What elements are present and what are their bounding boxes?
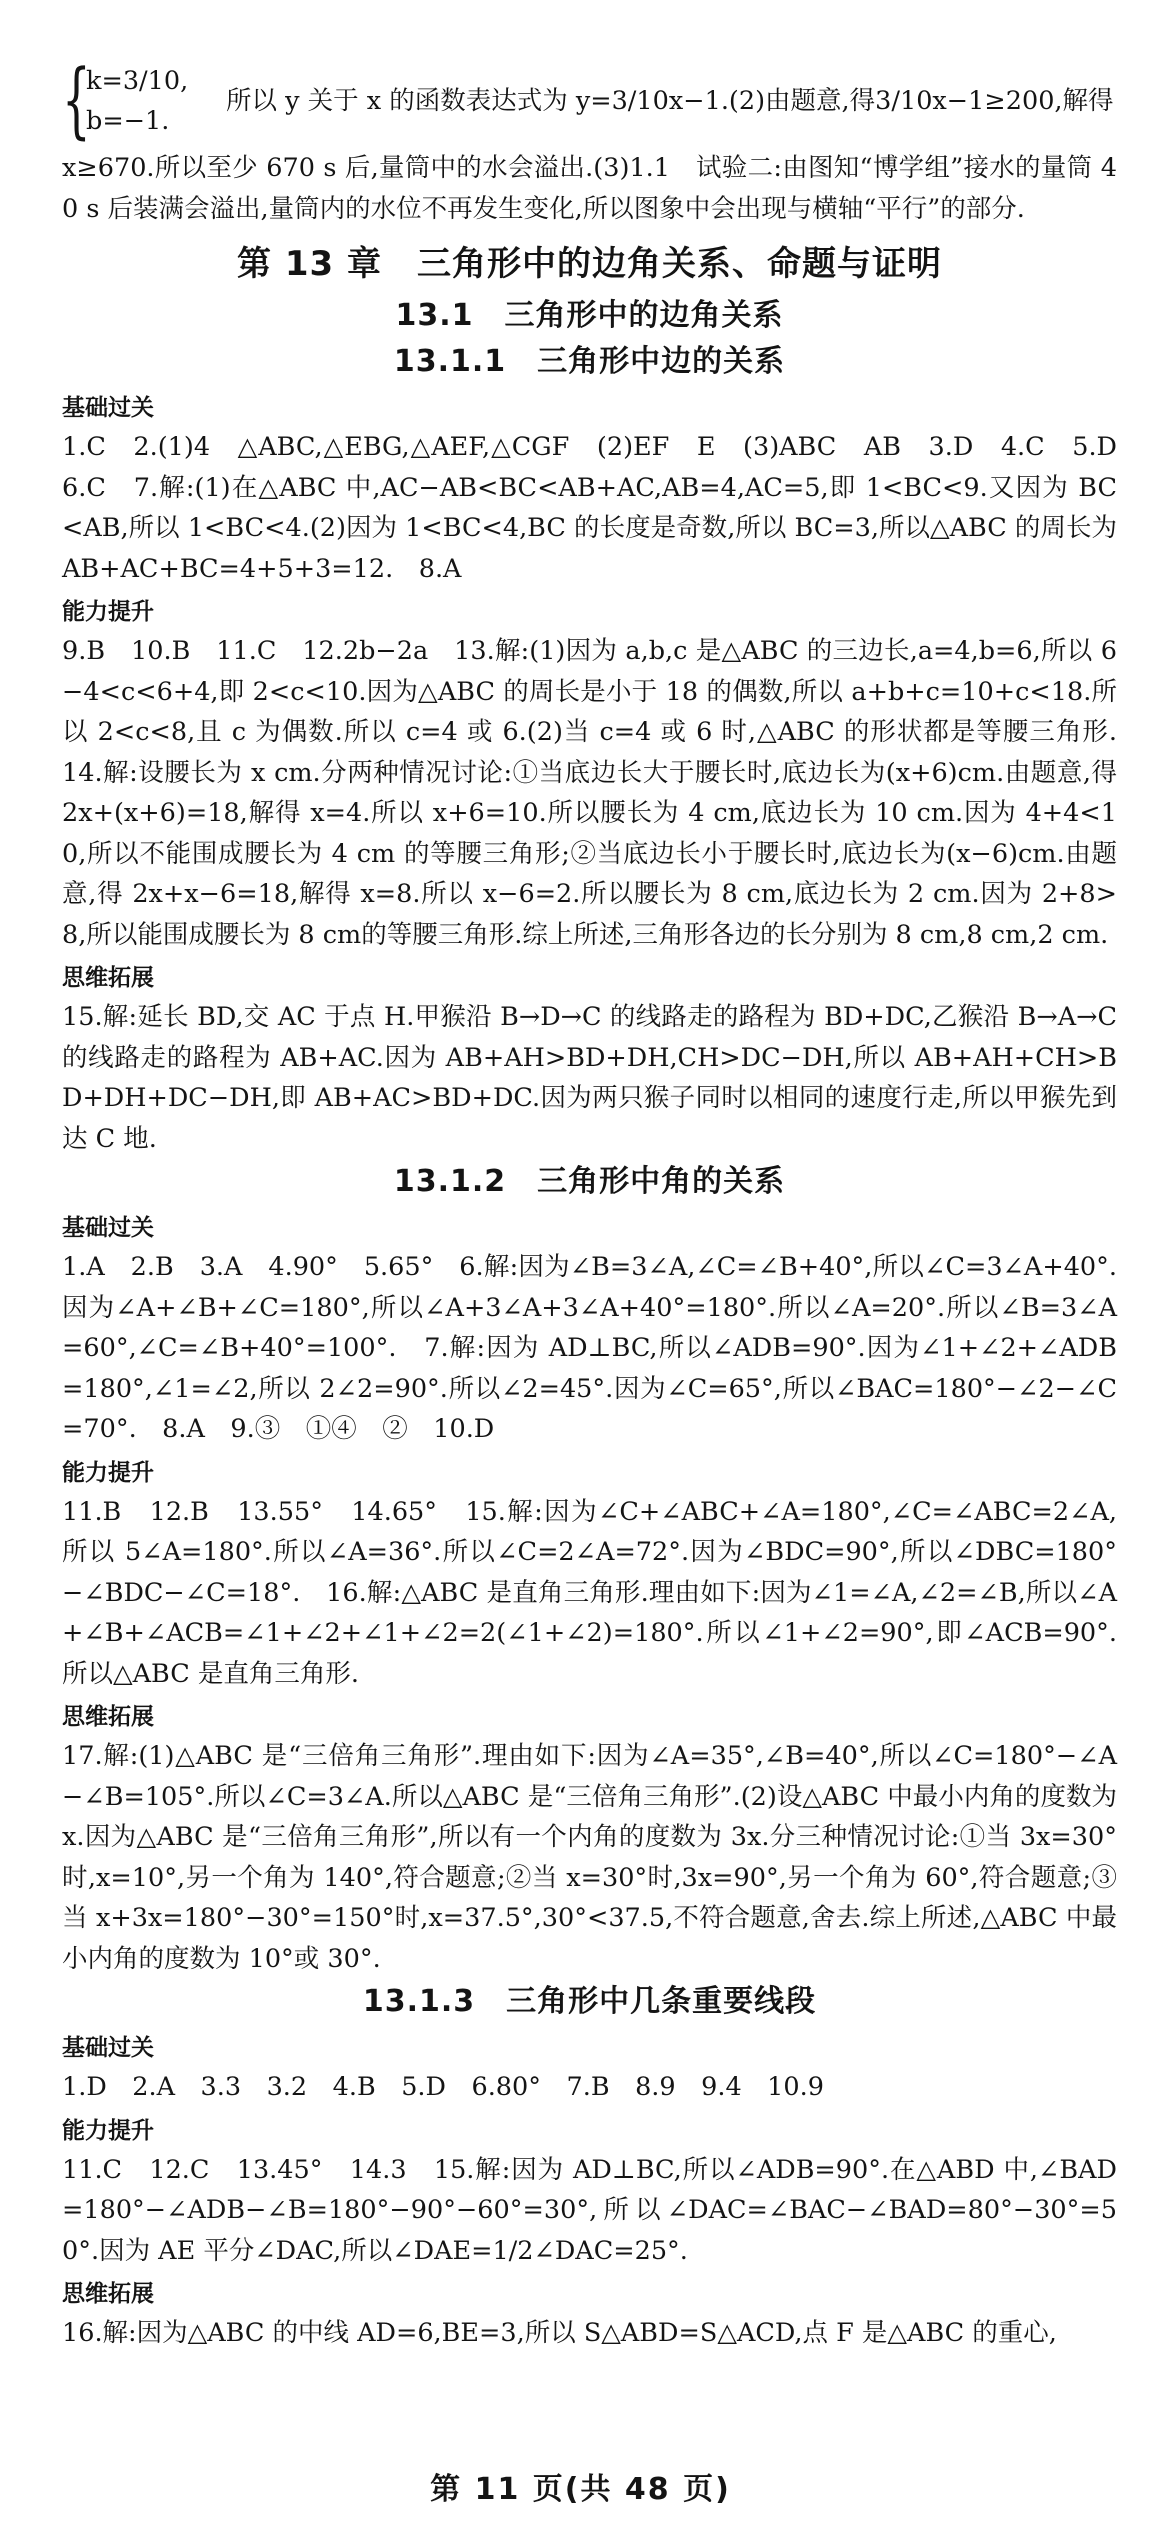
answers-thinking: 17.解:(1)△ABC 是“三倍角三角形”.理由如下:因为∠A=35°,∠B=40°,所以∠C=180°−∠A−∠B=105°.所以∠C=3∠A.所以△ABC 是“三倍角三角形”.(2)设△ABC 中最小内角的度数为 x.因为△ABC 是“三倍角三角形”,所以有一个内角的度数为 3x.分三种情况讨论:①当 3x=30°时,x=10°,另一个角为 140°,符合题意;②当 x=30°时,3x=90°,另一个角为 60°,符合题意;③当 x+3x=180°−30°=150°时,x=37.5°,30°<37.5,不符合题意,舍去.综上所述,△ABC 中最小内角的度数为 10°或 30°. [62,1741,1117,1974]
heading-thinking: 思维拓展 [62,965,154,991]
heading-ability: 能力提升 [62,599,154,625]
heading-basic: 基础过关 [62,2035,154,2061]
answers-basic: 1.A 2.B 3.A 4.90° 5.65° 6.解:因为∠B=3∠A,∠C=∠B+40°,所以∠C=3∠A+40°.因为∠A+∠B+∠C=180°,所以∠A+3∠A+3∠A+40°=180°.所以∠A=20°.所以∠B=3∠A=60°,∠C=∠B+40°=100°. 7.解:因为 AD⊥BC,所以∠ADB=90°.因为∠1+∠2+∠ADB=180°,∠1=∠2,所以 2∠2=90°.所以∠2=45°.因为∠C=65°,所以∠BAC=180°−∠2−∠C=70°. 8.A 9.③ ①④ ② 10.D [62,1252,1117,1444]
heading-thinking: 思维拓展 [62,1704,154,1730]
page-footer: 第 11 页(共 48 页) [430,2472,731,2507]
answers-basic: 1.C 2.(1)4 △ABC,△EBG,△AEF,△CGF (2)EF E (3)ABC AB 3.D 4.C 5.D 6.C 7.解:(1)在△ABC 中,AC−AB<BC<AB+AC,AB=4,AC=5,即 1<BC<9.又因为 BC<AB,所以 1<BC<4.(2)因为 1<BC<4,BC 的长度是奇数,所以 BC=3,所以△ABC 的周长为 AB+AC+BC=4+5+3=12. 8.A [62,432,1143,584]
answers-thinking: 15.解:延长 BD,交 AC 于点 H.甲猴沿 B→D→C 的线路走的路程为 BD+DC,乙猴沿 B→A→C 的线路走的路程为 AB+AC.因为 AB+AH>BD+DH,CH>DC−DH,所以 AB+AH+CH>BD+DH+DC−DH,即 AB+AC>BD+DC.因为两只猴子同时以相同的速度行走,所以甲猴先到达 C 地. [62,1002,1117,1154]
continuation-paragraph: x≥670.所以至少 670 s 后,量筒中的水会溢出.(3)1.1 试验二:由图知“博学组”接水的量筒 40 s 后装满会溢出,量筒内的水位不再发生变化,所以图象中会出现与横轴“平行”的部分. [62,153,1117,224]
equation-system-line [62,53,1117,148]
subsection-title-13-1-2: 13.1.2 三角形中角的关系 [393,1164,786,1199]
equation-system [86,60,226,142]
subsection-title-13-1-3: 13.1.3 三角形中几条重要线段 [362,1984,817,2019]
heading-thinking: 思维拓展 [62,2281,154,2307]
heading-basic: 基础过关 [62,1215,154,1241]
heading-ability: 能力提升 [62,1459,154,1486]
heading-basic: 基础过关 [62,395,154,421]
system-equation-k: k=3/10, [86,65,189,96]
section-title-13-1: 13.1 三角形中的边角关系 [395,298,784,333]
answers-ability: 11.B 12.B 13.55° 14.65° 15.解:因为∠C+∠ABC+∠A=180°,∠C=∠ABC=2∠A,所以 5∠A=180°.所以∠A=36°.所以∠C=2∠A=72°.因为∠BDC=90°,所以∠DBC=180°−∠BDC−∠C=18°. 16.解:△ABC 是直角三角形.理由如下:因为∠1=∠A,∠2=∠B,所以∠A+∠B+∠ACB=∠1+∠2+∠1+∠2=2(∠1+∠2)=180°.所以∠1+∠2=90°,即∠ACB=90°.所以△ABC 是直角三角形. [62,1496,1117,1689]
answers-ability: 11.C 12.C 13.45° 14.3 15.解:因为 AD⊥BC,所以∠ADB=90°.在△ABD 中,∠BAD=180°−∠ADB−∠B=180°−90°−60°=30°,所以∠DAC=∠BAC−∠BAD=80°−30°=50°.因为 AE 平分∠DAC,所以∠DAE=1/2∠DAC=25°. [62,2154,1117,2266]
heading-ability: 能力提升 [62,2117,154,2144]
system-continuation: 所以 y 关于 x 的函数表达式为 y=3/10x−1.(2)由题意,得3/10x−1≥200,解得 [226,85,1114,116]
brace-symbol: { [62,53,91,148]
subsection-title-13-1-1: 13.1.1 三角形中边的关系 [393,344,786,379]
system-equation-b: b=−1. [86,106,170,136]
answers-ability: 9.B 10.B 11.C 12.2b−2a 13.解:(1)因为 a,b,c 是△ABC 的三边长,a=4,b=6,所以 6−4<c<6+4,即 2<c<10.因为△ABC 的周长是小于 18 的偶数,所以 a+b+c=10+c<18.所以 2<c<8,且 c 为偶数.所以 c=4 或 6.(2)当 c=4 或 6 时,△ABC 的形状都是等腰三角形. 14.解:设腰长为 x cm.分两种情况讨论:①当底边长大于腰长时,底边长为(x+6)cm.由题意,得 2x+(x+6)=18,解得 x=4.所以 x+6=10.所以腰长为 4 cm,底边长为 10 cm.因为 4+4<10,所以不能围成腰长为 4 cm 的等腰三角形;②当底边长小于腰长时,底边长为(x−6)cm.由题意,得 2x+x−6=18,解得 x=8.所以 x−6=2.所以腰长为 8 cm,底边长为 2 cm.因为 2+8>8,所以能围成腰长为 8 cm的等腰三角形.综上所述,三角形各边的长分别为 8 cm,8 cm,2 cm. [62,636,1143,950]
answers-thinking: 16.解:因为△ABC 的中线 AD=6,BE=3,所以 S△ABD=S△ACD,点 F 是△ABC 的重心, [62,2318,1057,2348]
answers-basic: 1.D 2.A 3.3 3.2 4.B 5.D 6.80° 7.B 8.9 9.4 10.9 [62,2072,824,2102]
chapter-title: 第 13 章 三角形中的边角关系、命题与证明 [237,244,942,284]
